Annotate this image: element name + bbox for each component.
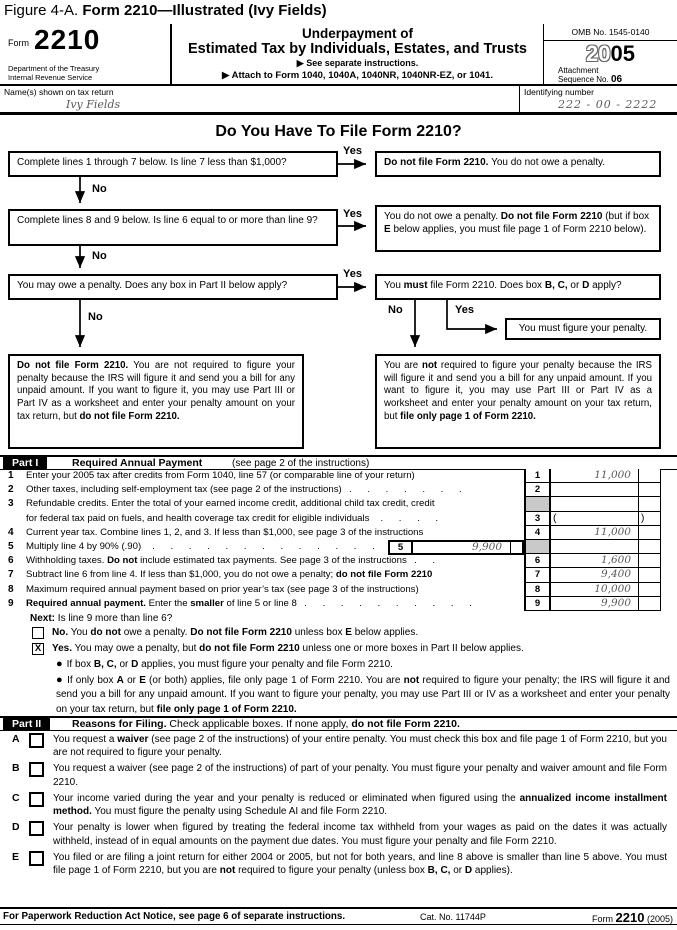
bullet-1-text: If box B, C, or D applies, you must figure your penalty and file Form 2210. <box>66 659 393 670</box>
do-you-have-to-file-flowchart <box>0 115 677 455</box>
line3-text-1: Refundable credits. Enter the total of your earned income credit, additional child tax credit, credit <box>26 498 435 510</box>
next-section <box>30 611 675 717</box>
line8-cents-cell[interactable] <box>638 583 660 596</box>
item-c-checkbox[interactable] <box>29 792 44 807</box>
shaded-cell <box>526 540 551 553</box>
line6-dot-leader: . . <box>406 555 437 567</box>
flowchart-title: Do You Have To File Form 2210? <box>215 123 462 140</box>
yes-checkbox[interactable]: X <box>32 643 44 655</box>
item-e-checkbox[interactable] <box>29 851 44 866</box>
reason-item-a <box>12 733 667 760</box>
part2-heading: Reasons for Filing. Check applicable boxes. If none apply, do not file Form 2210. <box>72 718 460 730</box>
form-header <box>0 24 677 86</box>
part2-items <box>12 733 667 880</box>
item-a-text: You request a waiver (see page 2 of the instructions) of your entire penalty. You must check this box and file page 1 of Form 2210, but you are not required to figure your penalty. <box>53 734 667 759</box>
close-paren: ) <box>641 512 645 524</box>
flowchart-result-right: You are not required to figure your penalty because the IRS will figure it and send you a bill for any unpaid amount. If you want to figure it, you may use Part III or Part IV as a worksheet and enter your penalty amount on your tax return, but file only page 1 of Form 2210. <box>375 354 661 449</box>
part1-line3a <box>8 497 524 511</box>
line2-text: Other taxes, including self-employment tax (see page 2 of the instructions) <box>26 484 342 496</box>
omb-number: OMB No. 1545-0140 <box>544 24 677 41</box>
item-d-text: Your penalty is lower when figured by treating the federal income tax withheld from your wages as paid on the dates it was actually withheld, instead of in equal amounts on the payment due dates. You must figure your penalty and file Form 2210. <box>53 822 667 847</box>
amount-row-9: 9 9,900 <box>526 597 660 611</box>
attach-note: ▶ Attach to Form 1040, 1040A, 1040NR, 1040NR-EZ, or 1041. <box>222 70 493 81</box>
line5-dot-leader: . . . . . . . . . . . . . <box>141 540 376 552</box>
next-option-no <box>30 626 675 642</box>
item-d-letter: D <box>12 821 20 834</box>
bullet-icon: ● <box>56 673 64 686</box>
identifying-number-field[interactable]: 222 - 00 - 2222 <box>558 98 658 111</box>
yes-label-branch: Yes <box>455 304 474 316</box>
part2-chip: Part II <box>3 718 50 731</box>
reason-item-c <box>12 792 667 819</box>
line5-number: 5 <box>8 540 14 552</box>
line2-cents-cell[interactable] <box>638 483 660 496</box>
no-checkbox[interactable] <box>32 627 44 639</box>
taxpayer-row <box>0 86 677 115</box>
amount-row-2: 2 <box>526 483 660 497</box>
line2-number: 2 <box>8 484 14 496</box>
line4-number: 4 <box>8 526 14 538</box>
item-b-checkbox[interactable] <box>29 762 44 777</box>
amount-row-3: 3 ( ) <box>526 512 660 526</box>
line2-amount-field[interactable] <box>551 483 638 496</box>
line8-amount-field[interactable]: 10,000 <box>594 582 631 595</box>
part1-header-bar <box>0 455 677 470</box>
line3-amount-field[interactable] <box>551 512 638 525</box>
form-title-line2: Estimated Tax by Individuals, Estates, and Trusts <box>188 41 527 57</box>
part1-line2 <box>8 483 524 497</box>
footer-form-number: 2210 <box>615 910 645 925</box>
part1-line1 <box>8 469 524 483</box>
amount-row-5-shaded <box>526 540 660 554</box>
see-instructions-note: ▶ See separate instructions. <box>296 58 419 68</box>
line8-text: Maximum required annual payment based on prior year’s tax (see page 3 of the instructions) <box>26 583 419 595</box>
no-label-branch: No <box>388 304 403 316</box>
line6-cents-cell[interactable] <box>638 554 660 567</box>
flowchart-question-1: Complete lines 1 through 7 below. Is line 7 less than $1,000? <box>8 151 338 177</box>
line5-text: Multiply line 4 by 90% (.90) <box>26 540 142 552</box>
line4-text: Current year tax. Combine lines 1, 2, and 3. If less than $1,000, see page 3 of the instructions <box>26 526 424 538</box>
line1-amount-field[interactable]: 11,000 <box>594 469 631 481</box>
line6-text: Withholding taxes. Do not include estimated tax payments. See page 3 of the instructions <box>26 555 407 567</box>
item-c-text: Your income varied during the year and your penalty is reduced or eliminated when figured using the annualized income installment method. You must figure the penalty using Schedule AI and file Form 2210. <box>53 792 667 818</box>
line7-number: 7 <box>8 569 14 581</box>
line7-cents-cell[interactable] <box>638 568 660 581</box>
taxpayer-id-cell <box>520 86 677 115</box>
form-word-label: Form <box>8 38 29 48</box>
line4-cents-cell[interactable] <box>638 526 660 539</box>
flowchart-question-2: Complete lines 8 and 9 below. Is line 6 equal to or more than line 9? <box>8 209 338 246</box>
tax-year-suffix: 05 <box>610 41 635 66</box>
identifying-number-label: Identifying number <box>524 87 594 97</box>
item-e-text: You filed or are filing a joint return for either 2004 or 2005, but not for both years, and line 8 above is smaller than line 5 above. You must file page 1 of Form 2210, but you are not required to figure your penalty (unless box B, C, or D applies). <box>53 851 667 877</box>
bullet-1 <box>56 657 675 673</box>
reason-item-d <box>12 821 667 848</box>
line3-text-2: for federal tax paid on fuels, and health coverage tax credit for eligible individuals <box>26 512 370 524</box>
shaded-cell <box>526 497 551 510</box>
no-label-2: No <box>92 250 107 262</box>
agency-line-1: Department of the Treasury <box>8 64 100 73</box>
line7-text: Subtract line 6 from line 4. If less than $1,000, you do not owe a penalty; do not file Form 2210 <box>26 569 433 581</box>
no-label-3: No <box>88 311 103 323</box>
agency-line-2: Internal Revenue Service <box>8 73 93 82</box>
line5-amount-field[interactable]: 9,900 <box>471 541 502 553</box>
attachment-label: Attachment <box>558 66 599 75</box>
no-label-1: No <box>92 183 107 195</box>
item-a-letter: A <box>12 733 20 745</box>
no-option-text: No. You do not owe a penalty. Do not file Form 2210 unless box E below applies. <box>52 627 419 638</box>
line5-cents-cell[interactable] <box>510 542 522 553</box>
part1-line3b <box>8 512 524 526</box>
line9-number: 9 <box>8 597 14 609</box>
amount-row-1: 1 11,000 <box>526 469 660 483</box>
paperwork-notice: For Paperwork Reduction Act Notice, see page 6 of separate instructions. <box>3 911 346 922</box>
part1-line6 <box>8 554 524 568</box>
item-a-checkbox[interactable] <box>29 733 44 748</box>
yes-label-2: Yes <box>343 208 362 220</box>
line5-inline-amount-box <box>388 540 524 555</box>
part1-line9 <box>8 597 524 611</box>
line8-number: 8 <box>8 583 14 595</box>
part1-line7 <box>8 568 524 582</box>
line3-number: 3 <box>8 498 14 510</box>
form-number: 2210 <box>34 24 101 55</box>
amount-row-3-shaded <box>526 497 660 511</box>
amount-row-4: 4 11,000 <box>526 526 660 540</box>
amount-row-7: 7 9,400 <box>526 568 660 582</box>
line6-number: 6 <box>8 555 14 567</box>
taxpayer-name-cell <box>0 86 520 115</box>
line6-amount-field[interactable]: 1,600 <box>600 554 631 567</box>
figure-caption-prefix: Figure 4-A. <box>4 2 79 19</box>
item-e-letter: E <box>12 850 20 863</box>
next-heading: Next: Is line 9 more than line 6? <box>30 613 173 624</box>
flowchart-answer-2: You do not owe a penalty. Do not file Form 2210 (but if box E below applies, you must file page 1 of Form 2210 below). <box>375 205 661 252</box>
form-header-left <box>0 24 172 86</box>
line9-text: Required annual payment. Enter the smaller of line 5 or line 8 <box>26 597 297 609</box>
figure-caption <box>4 2 327 19</box>
open-paren: ( <box>553 511 557 524</box>
part1-title: Required Annual Payment <box>72 457 203 469</box>
line9-dot-leader: . . . . . . . . . . <box>296 597 473 609</box>
form-footer <box>0 907 677 925</box>
next-bullets <box>56 657 675 717</box>
yes-label-1: Yes <box>343 145 362 157</box>
yes-option-text: Yes. You may owe a penalty, but do not file Form 2210 unless one or more boxes in Part II below applies. <box>52 642 524 654</box>
item-c-letter: C <box>12 791 20 804</box>
agency-lines <box>8 64 99 82</box>
line1-text: Enter your 2005 tax after credits from Form 1040, line 57 (or comparable line of your return) <box>26 470 415 481</box>
line9-cents-cell[interactable] <box>638 597 660 610</box>
amount-row-8: 8 10,000 <box>526 583 660 597</box>
part1-line8 <box>8 583 524 597</box>
name-label: Name(s) shown on tax return <box>4 87 114 97</box>
part1-chip: Part I <box>3 457 47 470</box>
attachment-sequence <box>544 66 677 84</box>
part1-subtitle: (see page 2 of the instructions) <box>232 458 370 469</box>
name-value-field[interactable]: Ivy Fields <box>66 98 121 111</box>
bullet-2-text: If only box A or E (or both) applies, file only page 1 of Form 2210. You are not required to figure your penalty; the IRS will figure it and send you a bill for any unpaid amount. If you want to figure your penalty, you may use Part III or IV as a worksheet and enter your penalty on your tax return, but file only page 1 of Form 2210. <box>56 674 670 715</box>
flowchart-question-3: You may owe a penalty. Does any box in Part II below apply? <box>8 274 338 300</box>
tax-year <box>544 42 677 66</box>
line5-box-number: 5 <box>390 542 413 553</box>
part1-amount-table <box>524 469 661 611</box>
line7-amount-field[interactable]: 9,400 <box>600 568 631 581</box>
amount-row-6: 6 1,600 <box>526 554 660 568</box>
line2-dot-leader: . . . . . . . <box>341 484 463 496</box>
line3-cents-cell[interactable] <box>638 512 660 525</box>
bullet-2 <box>56 673 670 718</box>
flowchart-answer-1: Do not file Form 2210. You do not owe a penalty. <box>375 151 661 177</box>
line3-dot-leader: . . . . <box>369 512 440 524</box>
part2-header-bar <box>0 716 677 731</box>
tax-year-prefix: 20 <box>586 41 611 66</box>
form-header-center <box>172 24 543 86</box>
yes-label-3: Yes <box>343 268 362 280</box>
footer-form-id: Form 2210 (2005) <box>592 910 673 925</box>
line4-amount-field[interactable]: 11,000 <box>594 525 631 538</box>
item-b-letter: B <box>12 762 20 775</box>
line9-amount-field[interactable]: 9,900 <box>600 596 631 609</box>
figure-caption-title: Form 2210—Illustrated (Ivy Fields) <box>78 2 327 19</box>
form-header-right <box>543 24 677 86</box>
must-figure-penalty-box: You must figure your penalty. <box>505 318 661 340</box>
part1-line4 <box>8 526 524 540</box>
line1-number: 1 <box>8 470 14 481</box>
reason-item-e <box>12 851 667 878</box>
bullet-icon: ● <box>56 658 63 670</box>
flowchart-result-left: Do not file Form 2210. You are not required to figure your penalty because the IRS will figure it and send you a bill for any unpaid amount. If you want to figure it, you may use Part III or Part IV as a worksheet and enter your penalty amount on your tax return, but do not file Form 2210. <box>8 354 304 449</box>
catalog-number: Cat. No. 11744P <box>420 912 486 922</box>
form-title-line1: Underpayment of <box>301 26 413 41</box>
reason-item-b <box>12 762 667 789</box>
line1-cents-cell[interactable] <box>638 469 660 482</box>
sequence-number: 06 <box>610 74 623 85</box>
next-option-yes <box>30 642 675 658</box>
sequence-label: Sequence No. 06 <box>558 74 623 85</box>
item-b-text: You request a waiver (see page 2 of the instructions) of part of your penalty. You must figure your penalty and waiver amount and file Form 2210. <box>53 763 667 788</box>
flowchart-answer-3: You must file Form 2210. Does box B, C, or D apply? <box>375 274 661 300</box>
item-d-checkbox[interactable] <box>29 821 44 836</box>
